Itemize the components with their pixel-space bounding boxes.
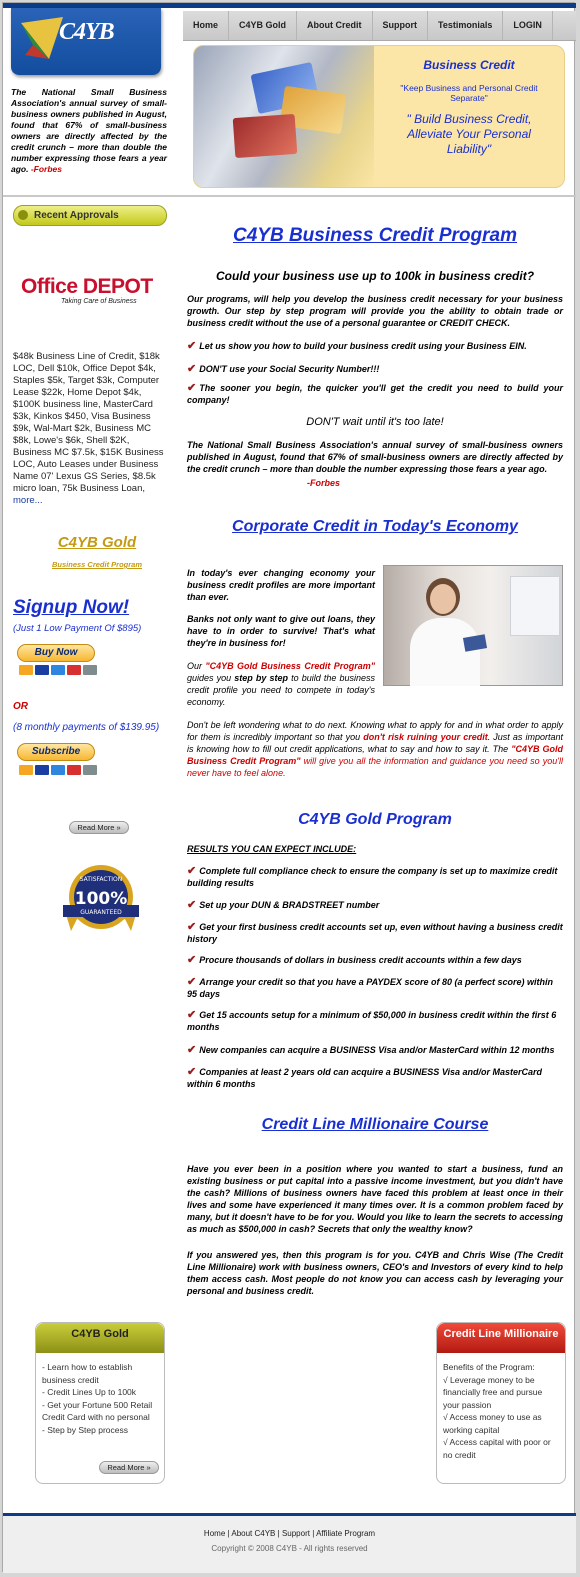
corp-para-2: Banks not only want to give out loans, they have to in order to survive! That's what they're in business for!	[187, 614, 375, 648]
banner-title: Business Credit	[423, 58, 515, 72]
list-item: - Step by Step process	[42, 1424, 128, 1435]
dont-wait-text: DON'T wait until it's too late!	[306, 416, 444, 428]
bullet-icon	[18, 210, 28, 220]
checkmark-icon: ✔	[187, 1044, 197, 1056]
clm-box-title: Credit Line Millionaire	[437, 1323, 565, 1353]
subscribe-button[interactable]: Subscribe	[17, 743, 95, 761]
list-item: √ Access capital with poor or no credit	[443, 1437, 551, 1460]
payment-cards-icon	[19, 765, 99, 776]
recent-approvals-header: Recent Approvals	[13, 205, 167, 226]
corp-para-3: Our "C4YB Gold Business Credit Program" guides you step by step to build the business credit profile you need to compete in today's economy.	[187, 661, 375, 707]
approvals-list	[13, 351, 168, 507]
footer-link-about[interactable]: About C4YB	[231, 1529, 276, 1538]
banner-slogan: " Build Business Credit, Alleviate Your Personal Liability"	[406, 112, 532, 156]
seal-top-text: SATISFACTION	[79, 876, 123, 883]
list-item: √ Leverage money to be financially free and pursue your passion	[443, 1374, 543, 1410]
nav-testimonials[interactable]: Testimonials	[428, 11, 503, 40]
check-item: ✔ The sooner you begin, the quicker you'll get the credit you need to build your company!	[187, 382, 563, 405]
nsba-quote: The National Small Business Association's annual survey of small-business owners published in August, found that 67% of small-business owners are directly affected by the credit crunch – more than double the number expressing those fears a year ago.	[187, 440, 563, 474]
sidebar-gold-title[interactable]: C4YB Gold	[57, 534, 137, 551]
results-heading: RESULTS YOU CAN EXPECT INCLUDE:	[187, 844, 357, 854]
nav-c4yb-gold[interactable]: C4YB Gold	[229, 11, 297, 40]
woman-with-card-image	[383, 565, 563, 686]
list-item: - Credit Lines Up to 100k	[42, 1387, 137, 1397]
sidebar-gold-link[interactable]: Business Credit Program	[51, 560, 143, 569]
result-item: ✔ Companies at least 2 years old can acquire a BUSINESS Visa and/or MasterCard within 6 months	[187, 1066, 543, 1089]
intro-source: -Forbes	[30, 164, 63, 174]
gold-read-more-button[interactable]: Read More »	[99, 1461, 159, 1474]
hero-banner	[193, 45, 565, 188]
credit-cards-image	[194, 46, 374, 188]
buy-now-button[interactable]: Buy Now	[17, 644, 95, 662]
corp-para-1: In today's ever changing economy your business credit profiles are more important than ever.	[187, 568, 375, 602]
result-item: ✔ Set up your DUN & BRADSTREET number	[187, 899, 380, 911]
check-item: ✔ DON'T use your Social Security Number!!!	[187, 363, 380, 375]
satisfaction-seal-icon	[59, 861, 143, 935]
footer-link-support[interactable]: Support	[281, 1529, 310, 1538]
list-item: √ Access money to use as working capital	[443, 1412, 542, 1435]
result-item: ✔ Complete full compliance check to ensure the company is set up to maximize credit building results	[187, 865, 558, 888]
nav-support[interactable]: Support	[373, 11, 429, 40]
checkmark-icon: ✔	[187, 1066, 197, 1078]
office-depot-tagline: Taking Care of Business	[61, 298, 137, 305]
footer-separator: |	[227, 1529, 232, 1538]
main-nav	[183, 11, 576, 41]
signup-heading[interactable]: Signup Now!	[13, 597, 130, 618]
corp-para-4: Don't be left wondering what to do next. Knowing what to apply for and in what order to apply for them is incredibly important so that you don't risk ruining your credit. Just as important is knowing how to fill out credit applications, what to say and how to say it. The "C4YB Gold Business Credit Program" will give you all the information and guidance you need so you'll never have to feel alone.	[187, 720, 563, 778]
intro-quote	[11, 87, 167, 175]
payment-cards-icon	[19, 665, 99, 676]
office-depot-logo: Office DEPOT	[21, 275, 153, 298]
check-item: ✔ Let us show you how to build your business credit using your Business EIN.	[187, 340, 527, 352]
banner-quote: "Keep Business and Personal Credit Separate"	[400, 83, 538, 103]
clm-para-1: Have you ever been in a position where you wanted to start a business, fund an existing business or put capital into a passive income investment, but you didn't have the cash? Millions of business owners have faced this problem at least once in their lives and some have experienced it many times over. It is a common problem faced by many, but it doesn't have to be for you. Would you like to learn the secrets to accessing as much as $500,000 in cash? Secrets that only the wealthy know?	[187, 1164, 563, 1234]
logo-text: C4YB	[59, 19, 114, 45]
checkmark-icon: ✔	[187, 340, 197, 352]
gold-promo-box	[35, 1322, 165, 1484]
list-item: Benefits of the Program:	[443, 1362, 535, 1372]
sidebar-read-more-button[interactable]: Read More »	[69, 821, 129, 834]
checkmark-icon: ✔	[187, 921, 197, 933]
intro-text: The National Small Business Association's annual survey of small-business owners published in August, found that 67% of small-business owners are directly affected by the credit crunch – more than double the number expressing those fears a year ago.	[11, 87, 167, 174]
checkmark-icon: ✔	[187, 899, 197, 911]
checkmark-icon: ✔	[187, 976, 197, 988]
gold-box-body	[36, 1353, 164, 1444]
result-item: ✔ Get 15 accounts setup for a minimum of $50,000 in business credit within the first 6 months	[187, 1009, 557, 1032]
copyright: Copyright © 2008 C4YB - All rights reserved	[211, 1544, 368, 1553]
nav-home[interactable]: Home	[183, 11, 229, 40]
clm-para-2: If you answered yes, then this program is for you. C4YB and Chris Wise (The Credit Line Millionaire) work with business owners, CEO's and Investors of every kind to help them access cash. Most people do not know you can access cash by leveraging your personal and business credit.	[187, 1250, 563, 1296]
nav-about-credit[interactable]: About Credit	[297, 11, 373, 40]
credit-line-millionaire-title[interactable]: Credit Line Millionaire Course	[261, 1116, 489, 1133]
result-item: ✔ New companies can acquire a BUSINESS Visa and/or MasterCard within 12 months	[187, 1044, 555, 1056]
or-label: OR	[13, 701, 28, 712]
monthly-price: (8 monthly payments of $139.95)	[13, 722, 160, 733]
checkmark-icon: ✔	[187, 954, 197, 966]
nsba-source: -Forbes	[307, 478, 341, 488]
main-question: Could your business use up to 100k in business credit?	[215, 269, 535, 283]
approvals-more-link[interactable]: more...	[13, 495, 43, 506]
nav-login[interactable]: LOGIN	[503, 11, 553, 40]
result-item: ✔ Arrange your credit so that you have a PAYDEX score of 80 (a perfect score) within 95 days	[187, 976, 553, 999]
page-frame	[2, 2, 575, 1572]
checkmark-icon: ✔	[187, 382, 197, 394]
checkmark-icon: ✔	[187, 1009, 197, 1021]
footer-separator: |	[277, 1529, 282, 1538]
header-divider	[3, 195, 576, 197]
footer-link-home[interactable]: Home	[203, 1529, 226, 1538]
list-item: - Get your Fortune 500 Retail Credit Card with no personal	[42, 1399, 153, 1422]
approvals-text: $48k Business Line of Credit, $18k LOC, Dell $10k, Office Depot $4k, Staples $5k, Target $3k, Computer Lease $22k, Home Depot $4k, $100K business line, MasterCard $3k, Kinkos $450, Visa Business $9k, Wal-Mart $2k, Business MC $8k, Lowe's $6k, Shell $2K, Business MC $7.5k, $15K Business LOC, Auto Leases under Business Name 07' Lexus GS Series, $8.5k micro loan, 75k Business Loan,	[13, 351, 164, 494]
footer-link-affiliate[interactable]: Affiliate Program	[316, 1529, 376, 1538]
result-item: ✔ Procure thousands of dollars in business credit accounts within a few days	[187, 954, 522, 966]
footer-separator: |	[312, 1529, 317, 1538]
signup-price: (Just 1 Low Payment Of $895)	[13, 623, 142, 634]
result-item: ✔ Get your first business credit accounts set up, even without having a business credit history	[187, 921, 563, 944]
seal-mid-text: 100%	[74, 889, 128, 909]
main-title[interactable]: C4YB Business Credit Program	[232, 225, 518, 246]
list-item: - Learn how to establish business credit	[42, 1362, 133, 1385]
checkmark-icon: ✔	[187, 363, 197, 375]
gold-program-title: C4YB Gold Program	[298, 811, 452, 828]
footer-links	[3, 1529, 576, 1538]
gold-box-title: C4YB Gold	[36, 1323, 164, 1353]
checkmark-icon: ✔	[187, 865, 197, 877]
corporate-credit-title[interactable]: Corporate Credit in Today's Economy	[232, 518, 518, 535]
clm-box-body	[437, 1353, 565, 1469]
clm-promo-box	[436, 1322, 566, 1484]
main-intro: Our programs, will help you develop the business credit necessary for your business growth. Our step by step program will provide you the ability to obtain trade or business credit without the use of a personal guarantee or CREDIT CHECK.	[187, 294, 563, 328]
seal-bottom-text: GUARANTEED	[80, 909, 122, 916]
